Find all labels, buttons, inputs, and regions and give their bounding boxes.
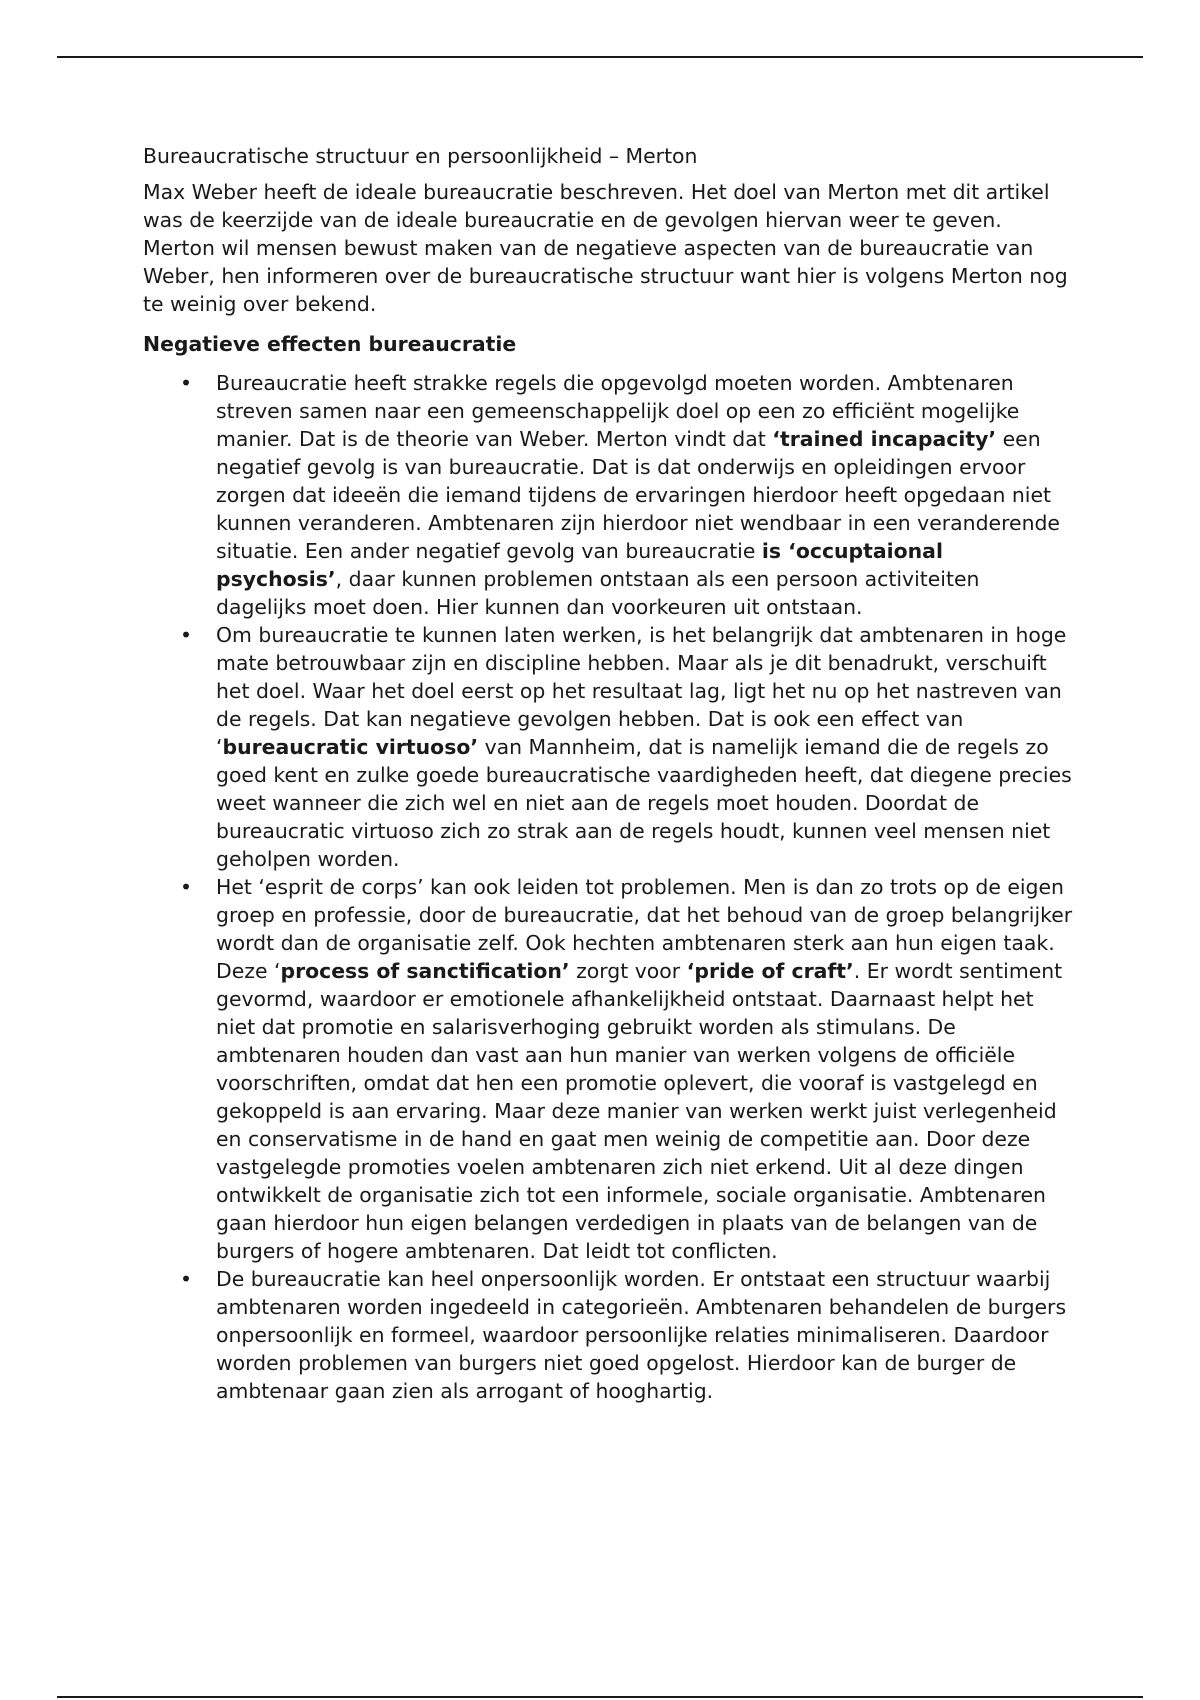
list-item — [143, 873, 1073, 1265]
header-rule — [57, 56, 1143, 58]
bullet-text: Bureaucratie heeft strakke regels die opgevolgd moeten worden. Ambtenaren streven samen naar een gemeenschappelijk doel op een zo efficiënt mogelijke manier. Dat is de theorie van Weber. Merton vindt dat — [216, 371, 1020, 451]
bold-term: ‘trained incapacity’ — [772, 427, 997, 451]
list-item — [143, 621, 1073, 873]
bullet-text: van Mannheim, dat is namelijk iemand die de regels zo goed kent en zulke goede bureaucratische vaardigheden heeft, dat diegene precies weet wanneer die zich wel en niet aan de regels moet houden. Doordat de bureaucratic virtuoso zich zo strak aan de regels houdt, kunnen veel mensen niet geholpen worden. — [216, 735, 1072, 871]
footer-rule — [57, 1696, 1143, 1698]
document-title: Bureaucratische structuur en persoonlijkheid – Merton — [143, 144, 698, 168]
bullet-icon: • — [180, 371, 193, 395]
bullet-list — [143, 369, 1073, 1405]
bold-term: is ‘occuptaional psychosis’ — [216, 539, 943, 591]
intro-paragraph: Max Weber heeft de ideale bureaucratie beschreven. Het doel van Merton met dit artikel was de keerzijde van de ideale bureaucratie en de gevolgen hiervan weer te geven. Merton wil mensen bewust maken van de negatieve aspecten van de bureaucratie van Weber, hen informeren over de bureaucratische structuur want hier is volgens Merton nog te weinig over bekend. — [143, 180, 1068, 316]
bullet-text: Het ‘esprit de corps’ kan ook leiden tot problemen. Men is dan zo trots op de eigen groep en professie, door de bureaucratie, dat het behoud van de groep belangrijker wordt dan de organisatie zelf. Ook hechten ambtenaren sterk aan hun eigen taak. Deze ‘ — [216, 875, 1073, 983]
bullet-text: De bureaucratie kan heel onpersoonlijk worden. Er ontstaat een structuur waarbij ambtenaren worden ingedeeld in categorieën. Ambtenaren behandelen de burgers onpersoonlijk en formeel, waardoor persoonlijke relaties minimaliseren. Daardoor worden problemen van burgers niet goed opgelost. Hierdoor kan de burger de ambtenaar gaan zien als arrogant of hooghartig. — [216, 1267, 1067, 1403]
bold-term: process of sanctification’ — [280, 959, 570, 983]
list-item — [143, 369, 1073, 621]
document-body — [143, 142, 1073, 1405]
bullet-icon: • — [180, 875, 193, 899]
section-heading: Negatieve effecten bureaucratie — [143, 332, 517, 356]
bullet-text: een negatief gevolg is van bureaucratie. Dat is dat onderwijs en opleidingen ervoor zorgen dat ideeën die iemand tijdens de ervaringen hierdoor heeft opgedaan niet kunnen veranderen. Ambtenaren zijn hierdoor niet wendbaar in een veranderende situatie. Een ander negatief gevolg van bureaucratie — [216, 427, 1060, 563]
bold-term: ‘pride of craft’ — [686, 959, 854, 983]
bullet-icon: • — [180, 623, 193, 647]
bold-term: bureaucratic virtuoso’ — [222, 735, 479, 759]
bullet-text: Om bureaucratie te kunnen laten werken, is het belangrijk dat ambtenaren in hoge mate betrouwbaar zijn en discipline hebben. Maar als je dit benadrukt, verschuift het doel. Waar het doel eerst op het resultaat lag, ligt het nu op het nastreven van de regels. Dat kan negatieve gevolgen hebben. Dat is ook een effect van ‘ — [216, 623, 1067, 759]
bullet-icon: • — [180, 1267, 193, 1291]
bullet-text: . Er wordt sentiment gevormd, waardoor er emotionele afhankelijkheid ontstaat. Daarnaast helpt het niet dat promotie en salarisverhoging gebruikt worden als stimulans. De ambtenaren houden dan vast aan hun manier van werken volgens de officiële voorschriften, omdat dat hen een promotie oplevert, die vooraf is vastgelegd en gekoppeld is aan ervaring. Maar deze manier van werken werkt juist verlegenheid en conservatisme in de hand en gaat men weinig de competitie aan. Door deze vastgelegde promoties voelen ambtenaren zich niet erkend. Uit al deze dingen ontwikkelt de organisatie zich tot een informele, sociale organisatie. Ambtenaren gaan hierdoor hun eigen belangen verdedigen in plaats van de belangen van de burgers of hogere ambtenaren. Dat leidt tot conflicten. — [216, 959, 1063, 1263]
list-item — [143, 1265, 1073, 1405]
bullet-text: , daar kunnen problemen ontstaan als een persoon activiteiten dagelijks moet doen. Hier kunnen dan voorkeuren uit ontstaan. — [216, 567, 980, 619]
bullet-text: zorgt voor — [569, 959, 687, 983]
